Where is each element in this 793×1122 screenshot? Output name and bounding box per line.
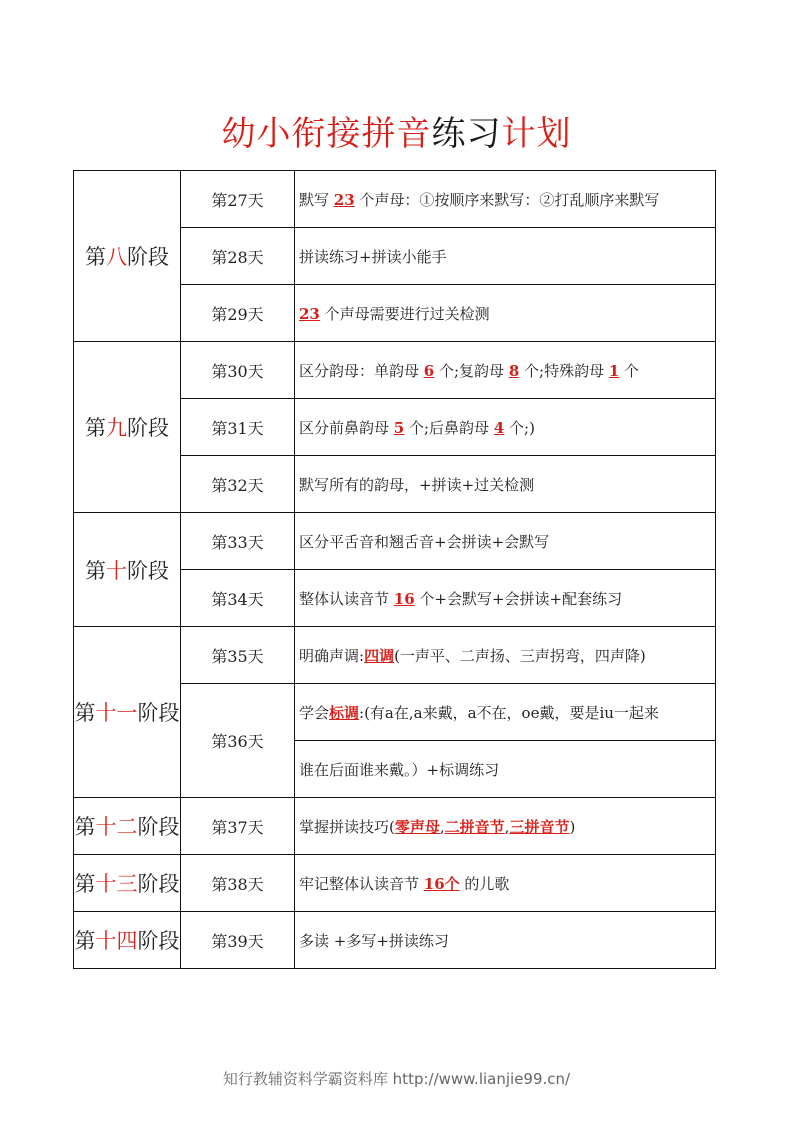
day-cell: 第30天 (181, 342, 295, 399)
task-cell: 明确声调:四调(一声平、二声扬、三声拐弯，四声降) (295, 627, 716, 684)
task-cell: 区分平舌音和翘舌音+会拼读+会默写 (295, 513, 716, 570)
title-part-3: 计划 (501, 114, 572, 154)
day-cell: 第36天 (181, 684, 295, 798)
day-cell: 第31天 (181, 399, 295, 456)
day-cell: 第34天 (181, 570, 295, 627)
stage-cell-10: 第十阶段 (74, 513, 181, 627)
day-cell: 第27天 (181, 171, 295, 228)
day-cell: 第33天 (181, 513, 295, 570)
table-row (74, 855, 716, 912)
task-cell: 拼读练习+拼读小能手 (295, 228, 716, 285)
day-cell: 第39天 (181, 912, 295, 969)
plan-table (73, 170, 716, 969)
task-cell: 区分韵母：单韵母 6 个;复韵母 8 个;特殊韵母 1 个 (295, 342, 716, 399)
task-cell: 多读 +多写+拼读练习 (295, 912, 716, 969)
table-row (74, 342, 716, 399)
stage-cell-12: 第十二阶段 (74, 798, 181, 855)
table-row (74, 171, 716, 228)
task-cell: 区分前鼻韵母 5 个;后鼻韵母 4 个;) (295, 399, 716, 456)
table-row (74, 912, 716, 969)
day-cell: 第32天 (181, 456, 295, 513)
day-cell: 第37天 (181, 798, 295, 855)
footer-watermark: 知行教辅资料学霸资料库 http://www.lianjie99.cn/ (222, 1070, 571, 1088)
table-row (74, 513, 716, 570)
task-cell: 23 个声母需要进行过关检测 (295, 285, 716, 342)
stage-cell-8: 第八阶段 (74, 171, 181, 342)
stage-cell-11: 第十一阶段 (74, 627, 181, 798)
table-row (74, 627, 716, 684)
page-title (0, 110, 793, 158)
task-cell: 默写 23 个声母：①按顺序来默写：②打乱顺序来默写 (295, 171, 716, 228)
task-cell: 学会标调:(有a在,a来戴，a不在，oe戴，要是iu一起来 (295, 684, 716, 741)
stage-cell-9: 第九阶段 (74, 342, 181, 513)
task-cell: 整体认读音节 16 个+会默写+会拼读+配套练习 (295, 570, 716, 627)
task-cell: 牢记整体认读音节 16个 的儿歌 (295, 855, 716, 912)
title-part-1: 幼小衔接拼音 (221, 114, 432, 154)
day-cell: 第29天 (181, 285, 295, 342)
day-cell: 第28天 (181, 228, 295, 285)
title-part-2: 练习 (431, 114, 502, 154)
task-cell: 掌握拼读技巧(零声母,二拼音节,三拼音节) (295, 798, 716, 855)
table-row (74, 798, 716, 855)
day-cell: 第38天 (181, 855, 295, 912)
task-cell: 谁在后面谁来戴。）+标调练习 (295, 741, 716, 798)
task-cell: 默写所有的韵母，+拼读+过关检测 (295, 456, 716, 513)
stage-cell-13: 第十三阶段 (74, 855, 181, 912)
stage-cell-14: 第十四阶段 (74, 912, 181, 969)
day-cell: 第35天 (181, 627, 295, 684)
